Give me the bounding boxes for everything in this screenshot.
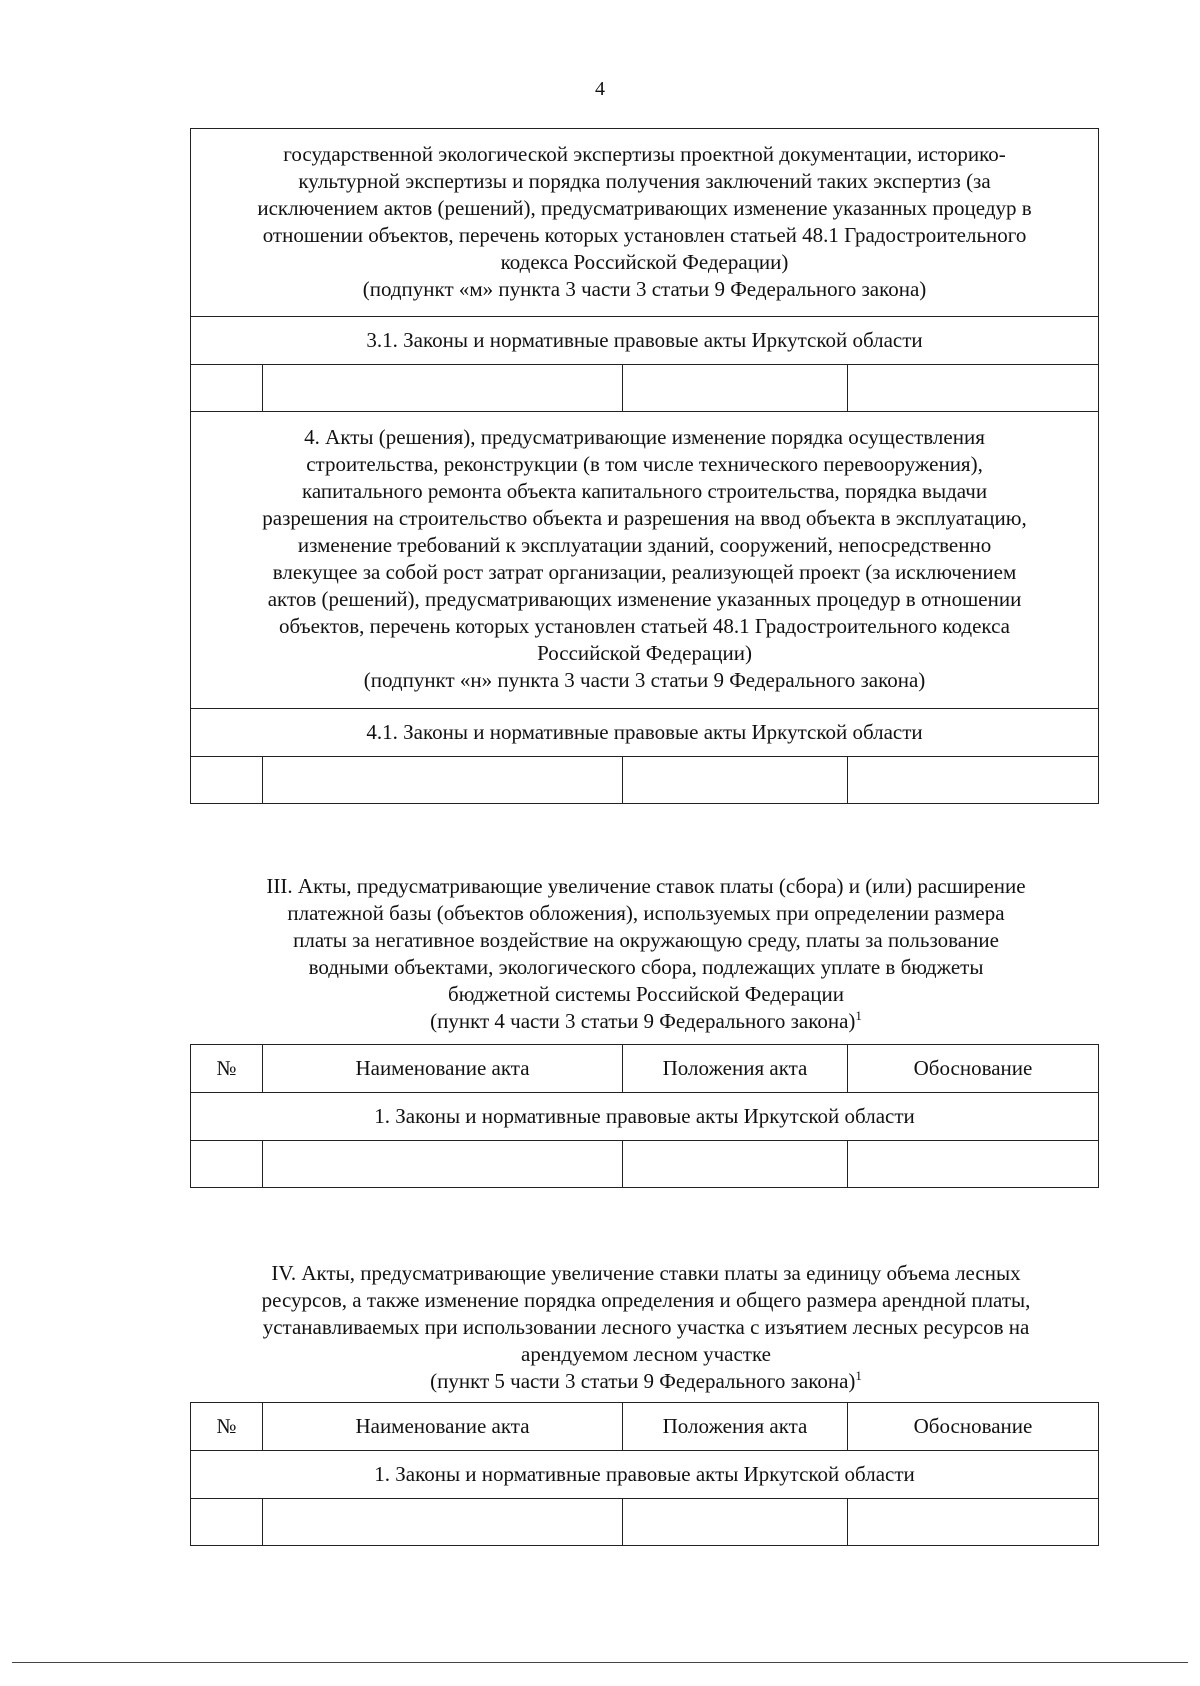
empty-cell [623,1141,848,1188]
section-iii-subheading: 1. Законы и нормативные правовые акты Иркутской области [191,1093,1099,1141]
column-header-act-name: Наименование акта [263,1403,623,1451]
empty-cell [191,365,263,412]
section-iv-heading [190,1233,1102,1422]
empty-cell [848,757,1099,804]
column-header-number: № [191,1045,263,1093]
column-header-act-name: Наименование акта [263,1045,623,1093]
empty-cell [848,1499,1099,1546]
section-iii-heading [190,846,1102,1062]
section-iii-table [190,1044,1099,1188]
column-header-justification: Обоснование [848,1045,1099,1093]
block-4-text: 4. Акты (решения), предусматривающие изменение порядка осуществления строительства, реконструкции (в том числе технического перевооружения), капитального ремонта объекта капитального строительства, порядка выдачи разрешения на строительство объекта и разрешения на ввод объекта в эксплуатацию, изменение требований к эксплуатации зданий, сооружений, непосредственно влекущее за собой рост затрат организации, реализующей проект (за исключением актов (решений), предусматривающих изменение указанных процедур в отношении объектов, перечень которых установлен статьей 48.1 Градостроительного кодекса Российской Федерации) (подпункт «н» пункта 3 части 3 статьи 9 Федерального закона) [191,412,1099,709]
column-header-provisions: Положения акта [623,1403,848,1451]
empty-cell [263,1141,623,1188]
footnote-mark: 1 [855,1008,862,1023]
empty-cell [623,1499,848,1546]
empty-cell [191,757,263,804]
table-row [191,1499,1099,1546]
column-header-provisions: Положения акта [623,1045,848,1093]
section-iv-title: IV. Акты, предусматривающие увеличение ставки платы за единицу объема лесных ресурсов, а также изменение порядка определения и общего размера арендной платы, устанавливаемых при использовании лесного участка с изъятием лесных ресурсов на арендуемом лесном участке [261,1261,1031,1366]
table-header-row [191,1403,1099,1451]
table-row [191,757,1099,804]
subheading-4-1: 4.1. Законы и нормативные правовые акты Иркутской области [191,709,1099,757]
empty-cell [848,1141,1099,1188]
table-row [191,365,1099,412]
empty-cell [191,1499,263,1546]
section-iv-table [190,1402,1099,1546]
section-iii-reference: (пункт 4 части 3 статьи 9 Федерального закона)$^1$ [430,1008,862,1033]
table-row [191,1141,1099,1188]
empty-cell [848,365,1099,412]
subheading-3-1: 3.1. Законы и нормативные правовые акты Иркутской области [191,317,1099,365]
section-iv-reference: (пункт 5 части 3 статьи 9 Федерального закона)$^1$ [430,1368,862,1393]
footnote-mark: 1 [855,1368,862,1383]
block-3-text: государственной экологической экспертизы проектной документации, историко- культурной экспертизы и порядка получения заключений таких экспертиз (за исключением актов (решений), предусматривающих изменение указанных процедур в отношении объектов, перечень которых установлен статьей 48.1 Градостроительного кодекса Российской Федерации) (подпункт «м» пункта 3 части 3 статьи 9 Федерального закона) [191,129,1099,317]
footer-divider [12,1662,1188,1663]
empty-cell [623,757,848,804]
empty-cell [263,757,623,804]
empty-cell [263,365,623,412]
page-number: 4 [595,78,605,100]
column-header-number: № [191,1403,263,1451]
continuation-table [190,128,1099,804]
table-header-row [191,1045,1099,1093]
empty-cell [191,1141,263,1188]
section-iv-subheading: 1. Законы и нормативные правовые акты Иркутской области [191,1451,1099,1499]
column-header-justification: Обоснование [848,1403,1099,1451]
empty-cell [623,365,848,412]
empty-cell [263,1499,623,1546]
section-iii-title: III. Акты, предусматривающие увеличение ставок платы (сбора) и (или) расширение платежной базы (объектов обложения), используемых при определении размера платы за негативное воздействие на окружающую среду, платы за пользование водными объектами, экологического сбора, подлежащих уплате в бюджеты бюджетной системы Российской Федерации [266,874,1026,1006]
